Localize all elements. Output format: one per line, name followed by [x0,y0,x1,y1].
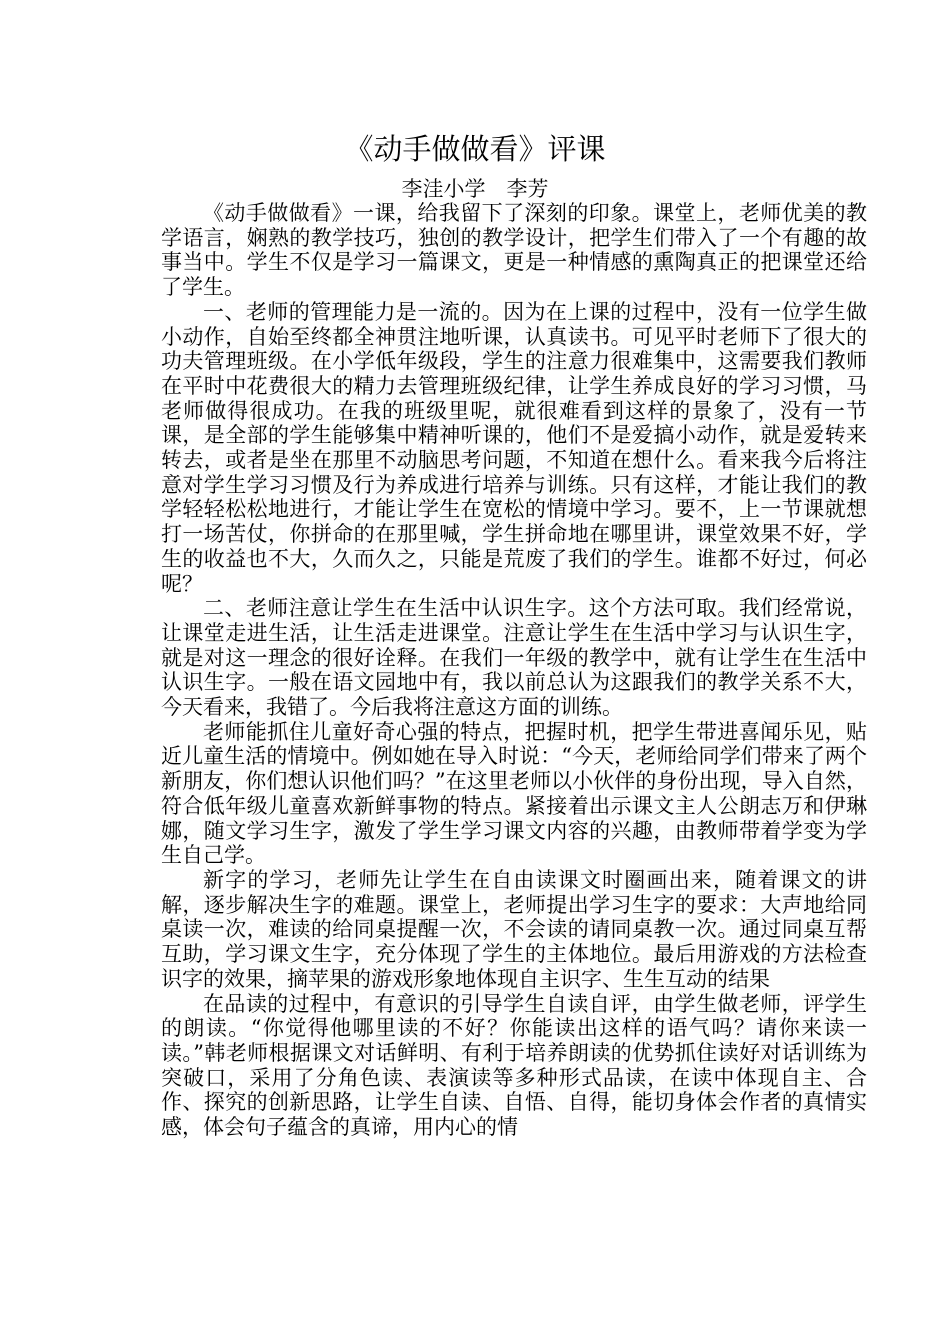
paragraph: 一、老师的管理能力是一流的。因为在上课的过程中，没有一位学生做小动作，自始至终都全神贯注地听课，认真读书。可见平时老师下了很大的功夫管理班级。在小学低年级段，学生的注意力很难集中，这需要我们教师在平时中花费很大的精力去管理班级纪律，让学生养成良好的学习习惯，马老师做得很成功。在我的班级里呢，就很难看到这样的景象了，没有一节课，是全部的学生能够集中精神听课的，他们不是爱搞小动作，就是爱转来转去，或者是坐在那里不动脑思考问题，不知道在想什么。看来我今后将注意对学生学习习惯及行为养成进行培养与训练。只有这样，才能让我们的教学轻轻松松地进行，才能让学生在宽松的情境中学习。要不，上一节课就想打一场苦仗，你拼命的在那里喊，学生拼命地在哪里讲，课堂效果不好，学生的收益也不大，久而久之，只能是荒废了我们的学生。谁都不好过，何必呢？ [161,299,867,596]
document-body [161,201,867,1140]
document-author: 李洼小学 李芳 [401,177,549,201]
paragraph: 在品读的过程中，有意识的引导学生自读自评，由学生做老师，评学生的朗读。“你觉得他哪里读的不好？你能读出这样的语气吗？请你来读一读。”韩老师根据课文对话鲜明、有利于培养朗读的优势抓住读好对话训练为突破口，采用了分角色读、表演读等多种形式品读，在读中体现自主、合作、探究的创新思路，让学生自读、自悟、自得，能切身体会作者的真情实感，体会句子蕴含的真谛，用内心的情 [161,991,867,1140]
paragraph: 《动手做做看》一课，给我留下了深刻的印象。课堂上，老师优美的教学语言，娴熟的教学技巧，独创的教学设计，把学生们带入了一个有趣的故事当中。学生不仅是学习一篇课文，更是一种情感的熏陶真正的把课堂还给了学生。 [161,201,867,300]
paragraph: 新字的学习，老师先让学生在自由读课文时圈画出来，随着课文的讲解，逐步解决生字的难题。课堂上，老师提出学习生字的要求：大声地给同桌读一次，难读的给同桌提醒一次，不会读的请同桌教一次。通过同桌互帮互助，学习课文生字，充分体现了学生的主体地位。最后用游戏的方法检查识字的效果，摘苹果的游戏形象地体现自主识字、生生互动的结果 [161,867,867,991]
paragraph: 二、老师注意让学生在生活中认识生字。这个方法可取。我们经常说，让课堂走进生活，让生活走进课堂。注意让学生在生活中学习与认识生字，就是对这一理念的很好诠释。在我们一年级的教学中，就有让学生在生活中认识生字。一般在语文园地中有，我以前总认为这跟我们的教学关系不大，今天看来，我错了。今后我将注意这方面的训练。 [161,596,867,720]
document-title: 《动手做做看》评课 [344,132,606,166]
paragraph: 老师能抓住儿童好奇心强的特点，把握时机，把学生带进喜闻乐见，贴近儿童生活的情境中。例如她在导入时说：“今天，老师给同学们带来了两个新朋友，你们想认识他们吗？”在这里老师以小伙伴的身份出现，导入自然，符合低年级儿童喜欢新鲜事物的特点。紧接着出示课文主人公朗志万和伊琳娜，随文学习生字，激发了学生学习课文内容的兴趣，由教师带着学变为学生自己学。 [161,719,867,868]
